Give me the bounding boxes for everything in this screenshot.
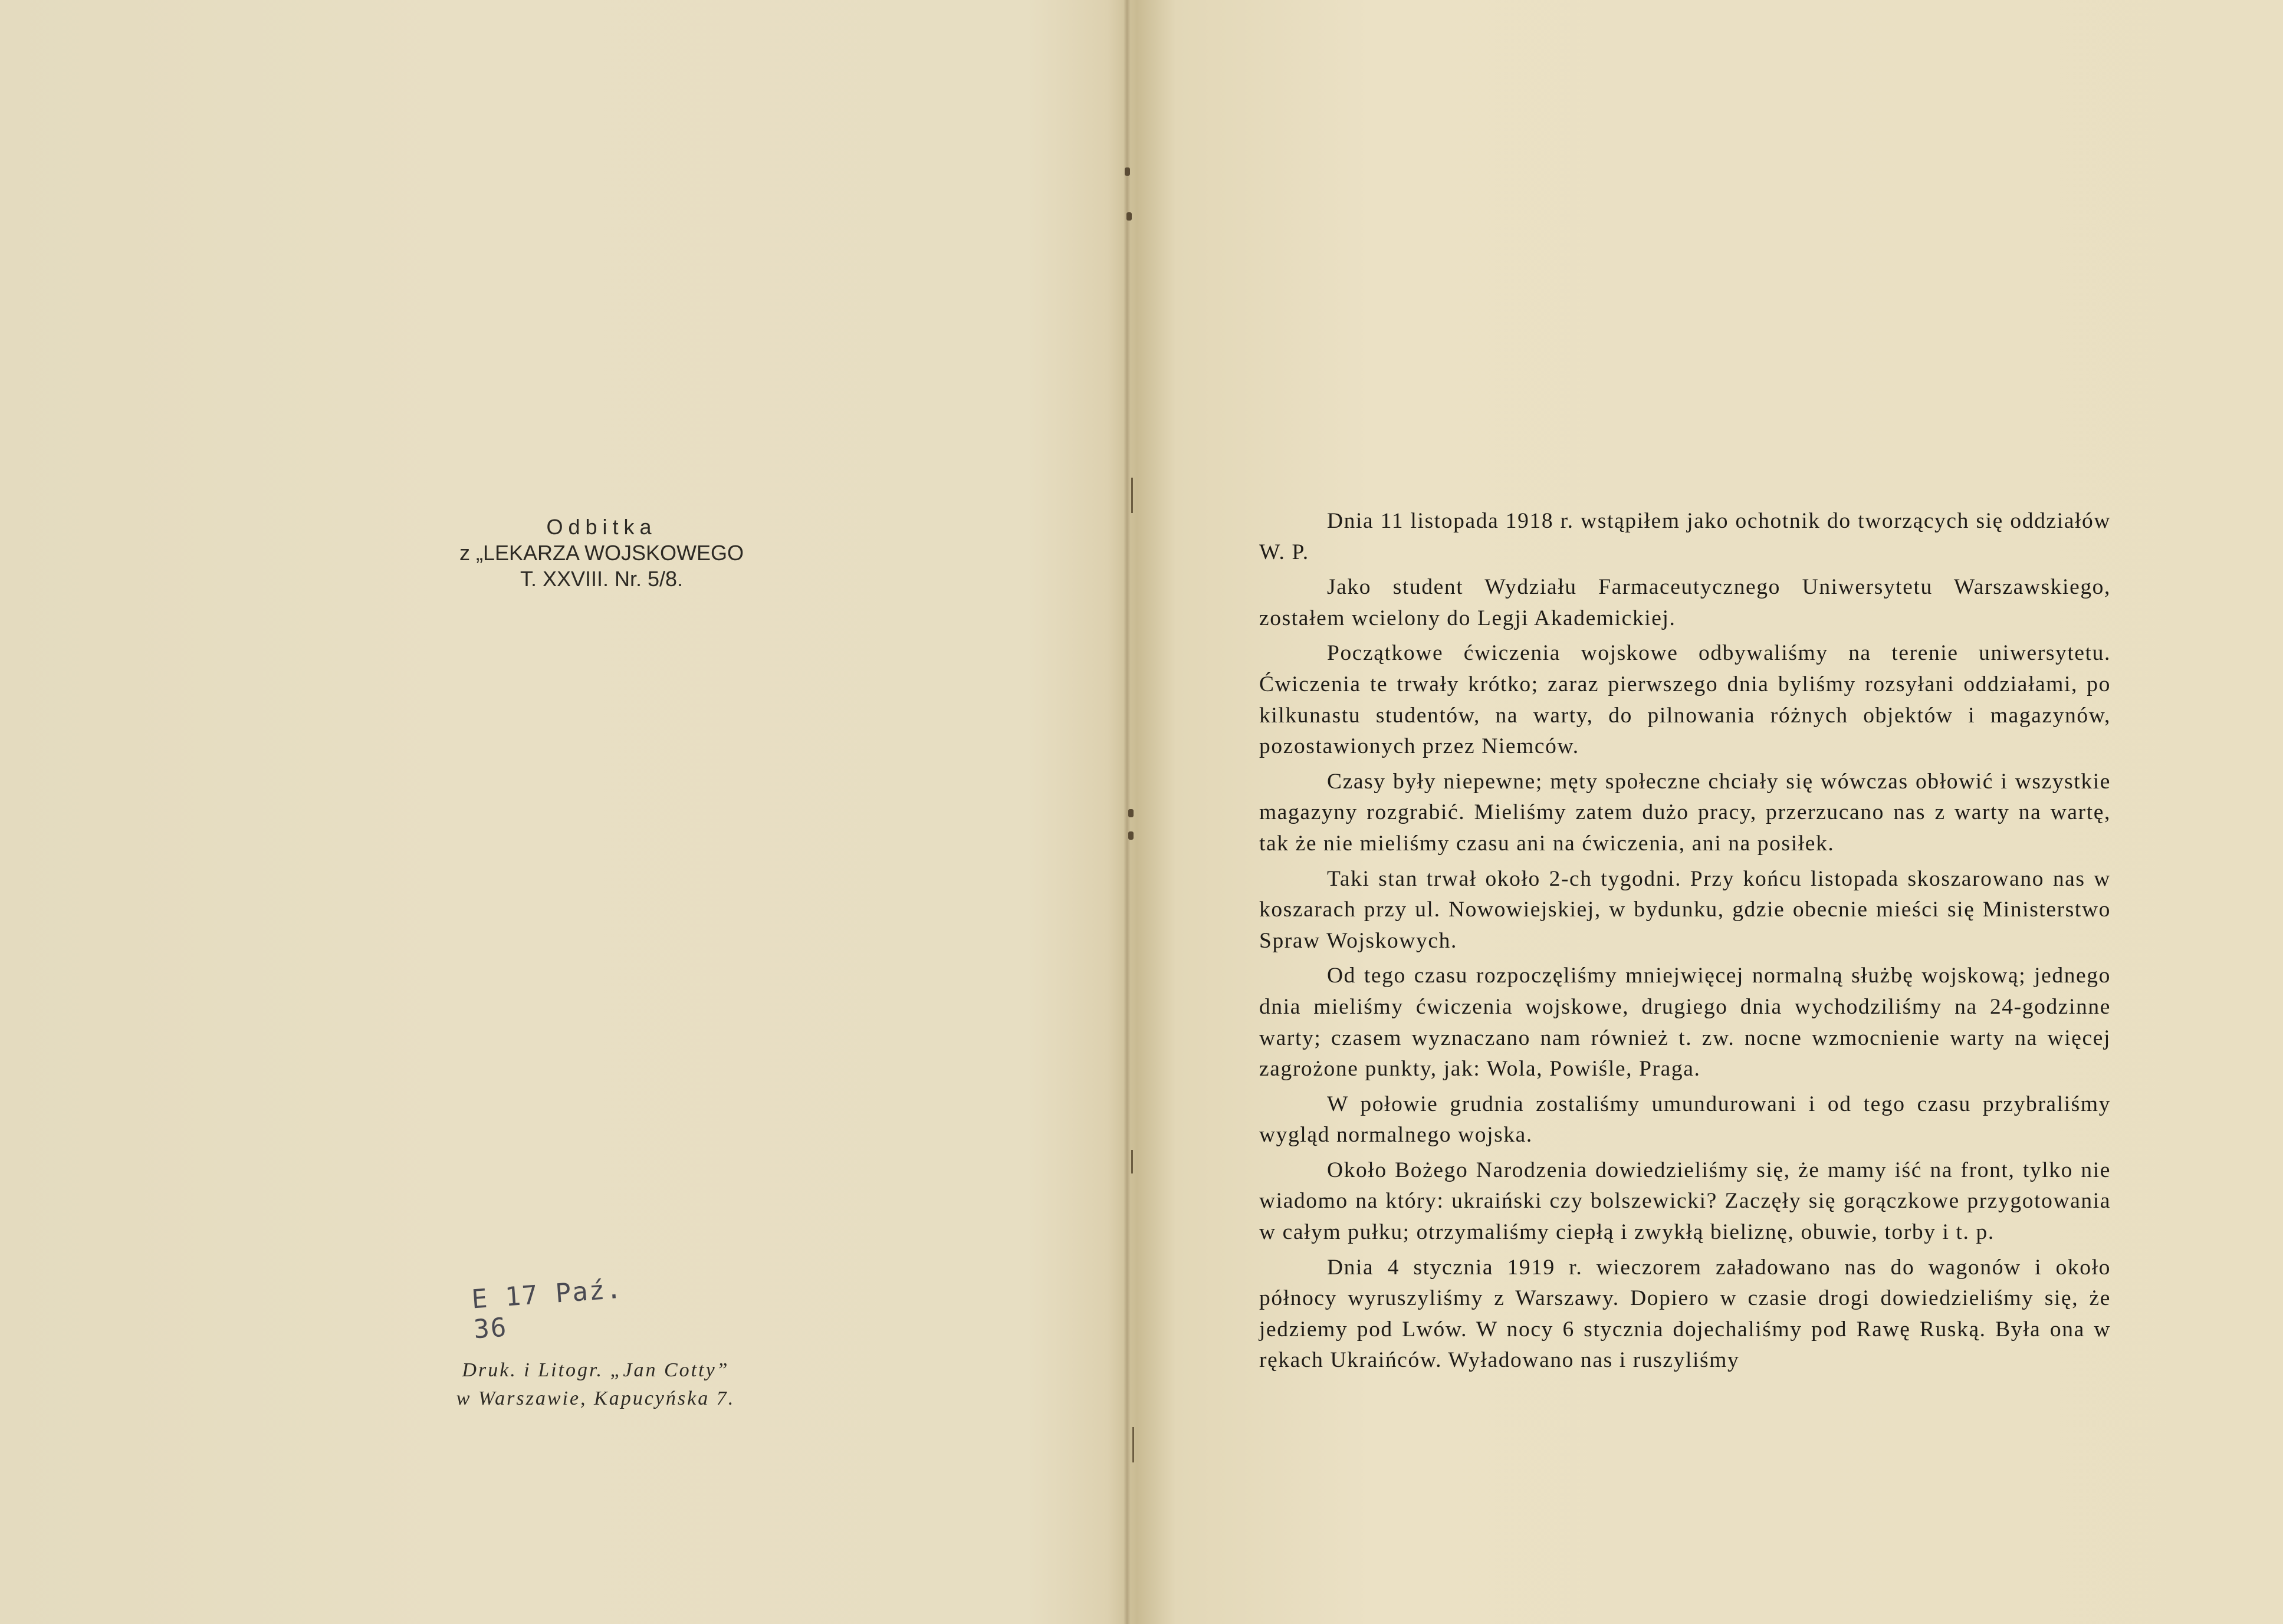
- paragraph: Czasy były niepewne; męty społeczne chciały się wówczas obłowić i wszystkie magazyny rozgrabić. Mieliśmy zatem dużo pracy, przerzucano nas z warty na wartę, tak że nie mieliśmy czasu ani na ćwiczenia, ani na posiłek.: [1259, 769, 2111, 856]
- offprint-title: Odbitka: [546, 515, 657, 539]
- offprint-source: z „LEKARZA WOJSKOWEGO: [459, 541, 744, 565]
- library-stamp: E 17 Paź. 36: [470, 1274, 624, 1345]
- binding-stitch: [1125, 167, 1130, 176]
- paragraph: Od tego czasu rozpoczęliśmy mniejwięcej normalną służbę wojskową; jednego dnia mieliśmy ćwiczenia wojskowe, drugiego dnia wychodziliśmy na 24-godzinne warty; czasem wyznaczano nam również t. zw. nocne wzmocnienie warty na więcej zagrożone punkty, jak: Wola, Powiśle, Praga.: [1259, 964, 2111, 1081]
- binding-stitch: [1126, 212, 1132, 221]
- paragraph: Dnia 11 listopada 1918 r. wstąpiłem jako ochotnik do tworzących się oddziałów W. P.: [1259, 509, 2111, 564]
- binding-mark: [1131, 478, 1133, 513]
- paragraph: Dnia 4 stycznia 1919 r. wieczorem załadowano nas do wagonów i około północy wyruszyliśmy z Warszawy. Dopiero w czasie drogi dowiedzieliśmy się, że jedziemy pod Lwów. W nocy 6 stycznia dojechaliśmy pod Rawę Ruską. Była ona w rękach Ukraińców. Wyładowano nas i ruszyliśmy: [1259, 1255, 2111, 1373]
- binding-mark: [1132, 1427, 1134, 1462]
- paragraph: Taki stan trwał około 2-ch tygodni. Przy końcu listopada skoszarowano nas w koszarach przy ul. Nowowiejskiej, w bydunku, gdzie obecnie mieści się Ministerstwo Spraw Wojskowych.: [1259, 866, 2111, 953]
- binding-mark: [1131, 1150, 1133, 1173]
- binding-stitch: [1128, 809, 1134, 817]
- printer-address: w Warszawie, Kapucyńska 7.: [456, 1388, 735, 1409]
- paragraph: Około Bożego Narodzenia dowiedzieliśmy się, że mamy iść na front, tylko nie wiadomo na który: ukraiński czy bolszewicki? Zaczęły się gorączkowe przygotowania w całym pułku; otrzymaliśmy ciepłą i zwykłą bieliznę, obuwie, torby i t. p.: [1259, 1158, 2111, 1245]
- offprint-volume: T. XXVIII. Nr. 5/8.: [520, 567, 684, 591]
- paragraph: Początkowe ćwiczenia wojskowe odbywaliśmy na terenie uniwersytetu. Ćwiczenia te trwały krótko; zaraz pierwszego dnia byliśmy rozsyłani oddziałami, po kilkunastu studentów, na warty, do pilnowania różnych objektów i magazynów, pozostawionych przez Niemców.: [1259, 641, 2111, 759]
- paragraph: W połowie grudnia zostaliśmy umundurowani i od tego czasu przybraliśmy wygląd normalnego wojska.: [1259, 1092, 2111, 1148]
- printer-name: Druk. i Litogr. „Jan Cotty”: [462, 1359, 730, 1381]
- offprint-note: [413, 514, 790, 592]
- printer-imprint: [413, 1356, 778, 1413]
- binding-stitch: [1128, 831, 1134, 840]
- body-text: [1259, 506, 2111, 1380]
- paragraph: Jako student Wydziału Farmaceutycznego Uniwersytetu Warszawskiego, zostałem wcielony do Legji Akademickiej.: [1259, 575, 2111, 630]
